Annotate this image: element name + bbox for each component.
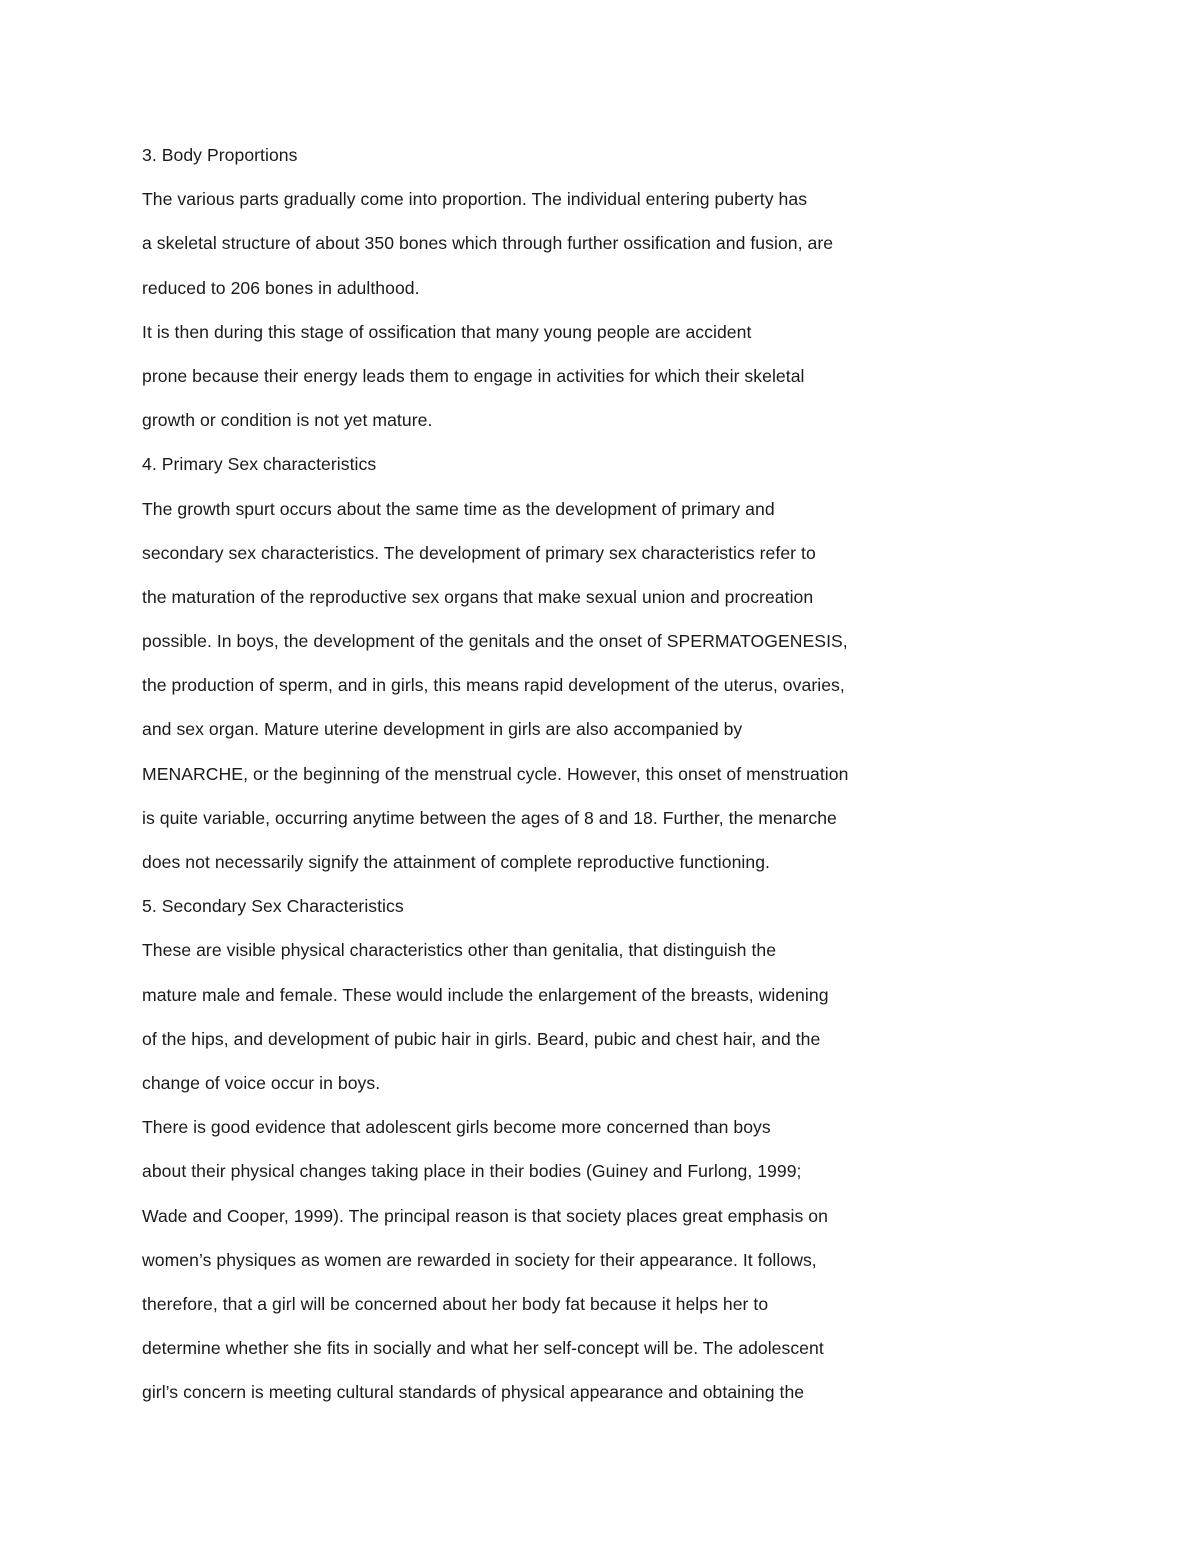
paragraph-line: It is then during this stage of ossification that many young people are accident	[142, 321, 752, 342]
paragraph-line: girl’s concern is meeting cultural standards of physical appearance and obtaining the	[142, 1382, 805, 1403]
paragraph-line: and sex organ. Mature uterine development in girls are also accompanied by	[142, 719, 743, 740]
paragraph-line: MENARCHE, or the beginning of the menstrual cycle. However, this onset of menstruation	[142, 763, 849, 784]
paragraph-line: possible. In boys, the development of the genitals and the onset of SPERMATOGENESIS,	[142, 631, 848, 652]
paragraph-line: therefore, that a girl will be concerned about her body fat because it helps her to	[142, 1293, 769, 1314]
section-heading-primary-sex-characteristics: 4. Primary Sex characteristics	[142, 454, 377, 475]
paragraph-line: a skeletal structure of about 350 bones which through further ossification and fusion, are	[142, 233, 834, 254]
paragraph-line: The growth spurt occurs about the same time as the development of primary and	[142, 498, 775, 519]
paragraph-line: determine whether she fits in socially and what her self-concept will be. The adolescent	[142, 1338, 824, 1359]
paragraph-line: is quite variable, occurring anytime between the ages of 8 and 18. Further, the menarche	[142, 807, 837, 828]
paragraph-line: of the hips, and development of pubic hair in girls. Beard, pubic and chest hair, and the	[142, 1028, 821, 1049]
document-body	[142, 141, 1142, 1422]
paragraph-line: does not necessarily signify the attainment of complete reproductive functioning.	[142, 852, 770, 872]
paragraph-line: reduced to 206 bones in adulthood.	[142, 277, 420, 298]
paragraph-line: about their physical changes taking place in their bodies (Guiney and Furlong, 1999;	[142, 1161, 802, 1182]
paragraph-line: mature male and female. These would include the enlargement of the breasts, widening	[142, 984, 829, 1005]
section-heading-body-proportions: 3. Body Proportions	[142, 145, 298, 165]
paragraph-line: women’s physiques as women are rewarded in society for their appearance. It follows,	[142, 1249, 817, 1270]
paragraph-line: the maturation of the reproductive sex organs that make sexual union and procreation	[142, 586, 814, 607]
paragraph-line: change of voice occur in boys.	[142, 1072, 381, 1093]
paragraph-line: the production of sperm, and in girls, this means rapid development of the uterus, ovaries,	[142, 675, 845, 696]
paragraph-line: The various parts gradually come into proportion. The individual entering puberty has	[142, 189, 808, 210]
section-heading-secondary-sex-characteristics: 5. Secondary Sex Characteristics	[142, 896, 404, 917]
paragraph-line: growth or condition is not yet mature.	[142, 410, 433, 431]
paragraph-line: secondary sex characteristics. The development of primary sex characteristics refer to	[142, 542, 816, 563]
paragraph-line: There is good evidence that adolescent girls become more concerned than boys	[142, 1117, 771, 1138]
paragraph-line: prone because their energy leads them to engage in activities for which their skeletal	[142, 365, 805, 386]
paragraph-line: Wade and Cooper, 1999). The principal reason is that society places great emphasis on	[142, 1205, 828, 1226]
paragraph-line: These are visible physical characteristics other than genitalia, that distinguish the	[142, 940, 777, 961]
